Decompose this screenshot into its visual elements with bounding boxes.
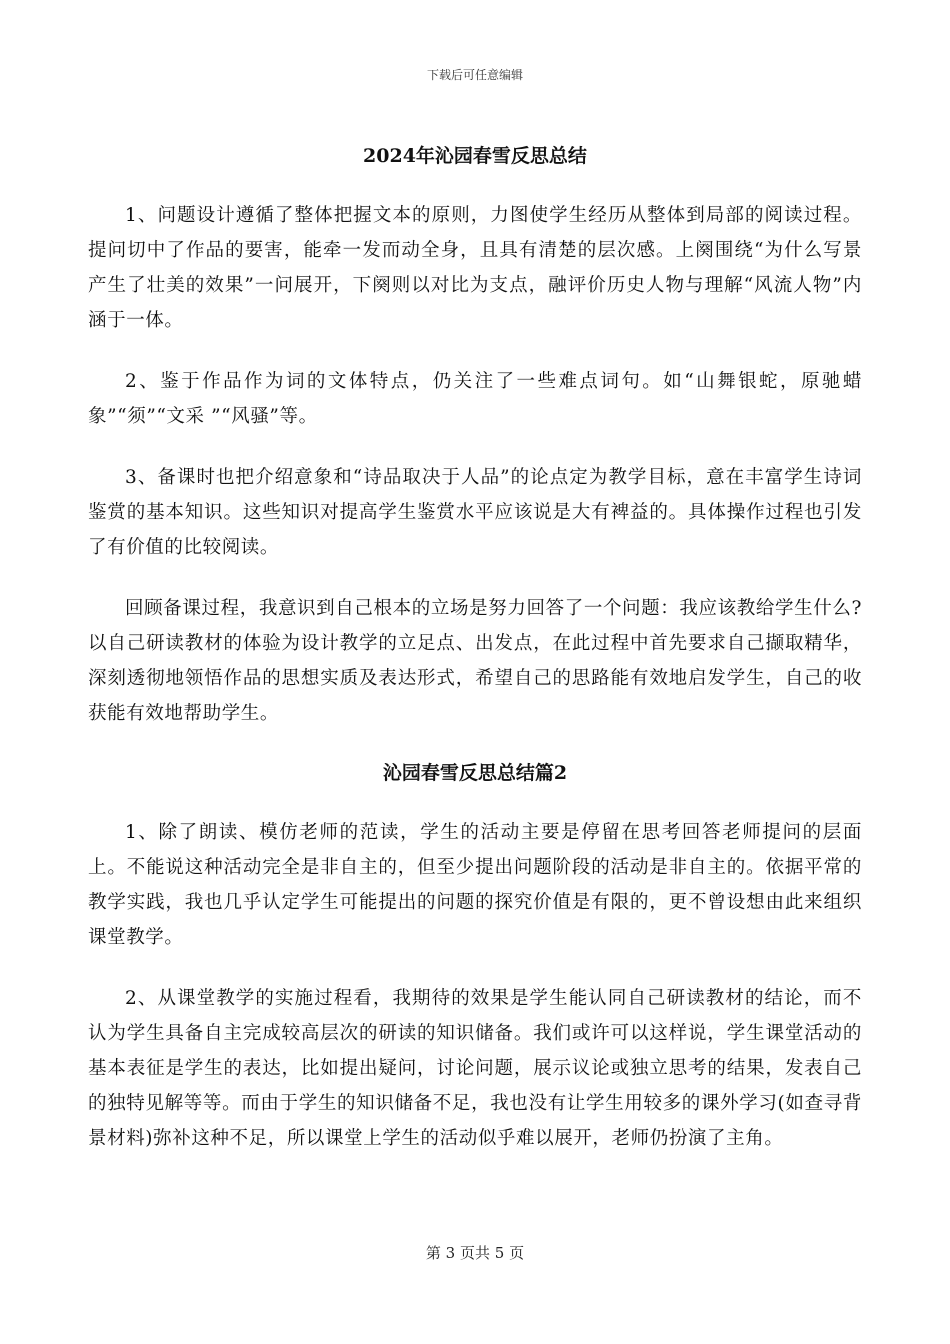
document-content [88, 140, 862, 1182]
document-title: 2024年沁园春雪反思总结 [363, 145, 587, 167]
page-number: 第 3 页共 5 页 [425, 1244, 525, 1262]
paragraph: 1、除了朗读、模仿老师的范读，学生的活动主要是停留在思考回答老师提问的层面上。不能说这种活动完全是非自主的，但至少提出问题阶段的活动是非自主的。依据平常的教学实践，我也几乎认定学生可能提出的问题的探究价值是有限的，更不曾设想由此来组织课堂教学。 [88, 822, 862, 948]
paragraph: 回顾备课过程，我意识到自己根本的立场是努力回答了一个问题：我应该教给学生什么?以自己研读教材的体验为设计教学的立足点、出发点，在此过程中首先要求自己撷取精华，深刻透彻地领悟作品的思想实质及表达形式，希望自己的思路能有效地启发学生，自己的收获能有效地帮助学生。 [88, 598, 862, 724]
header-note: 下载后可任意编辑 [426, 68, 523, 82]
paragraph: 3、备课时也把介绍意象和“诗品取决于人品”的论点定为教学目标，意在丰富学生诗词鉴赏的基本知识。这些知识对提高学生鉴赏水平应该说是大有裨益的。具体操作过程也引发了有价值的比较阅读。 [88, 467, 862, 558]
paragraph: 2、从课堂教学的实施过程看，我期待的效果是学生能认同自己研读教材的结论，而不认为学生具备自主完成较高层次的研读的知识储备。我们或许可以这样说，学生课堂活动的基本表征是学生的表达，比如提出疑问，讨论问题，展示议论或独立思考的结果，发表自己的独特见解等等。而由于学生的知识储备不足，我也没有让学生用较多的课外学习(如查寻背景材料)弥补这种不足，所以课堂上学生的活动似乎难以展开，老师仍扮演了主角。 [88, 988, 862, 1149]
section-title: 沁园春雪反思总结篇2 [382, 762, 568, 784]
paragraph: 1、问题设计遵循了整体把握文本的原则，力图使学生经历从整体到局部的阅读过程。提问切中了作品的要害，能牵一发而动全身，且具有清楚的层次感。上阕围绕“为什么写景产生了壮美的效果”一问展开，下阕则以对比为支点，融评价历史人物与理解“风流人物”内涵于一体。 [88, 205, 862, 331]
paragraph: 2、鉴于作品作为词的文体特点，仍关注了一些难点词句。如“山舞银蛇，原驰蜡象”“须”“文采 ”“风骚”等。 [88, 371, 862, 427]
